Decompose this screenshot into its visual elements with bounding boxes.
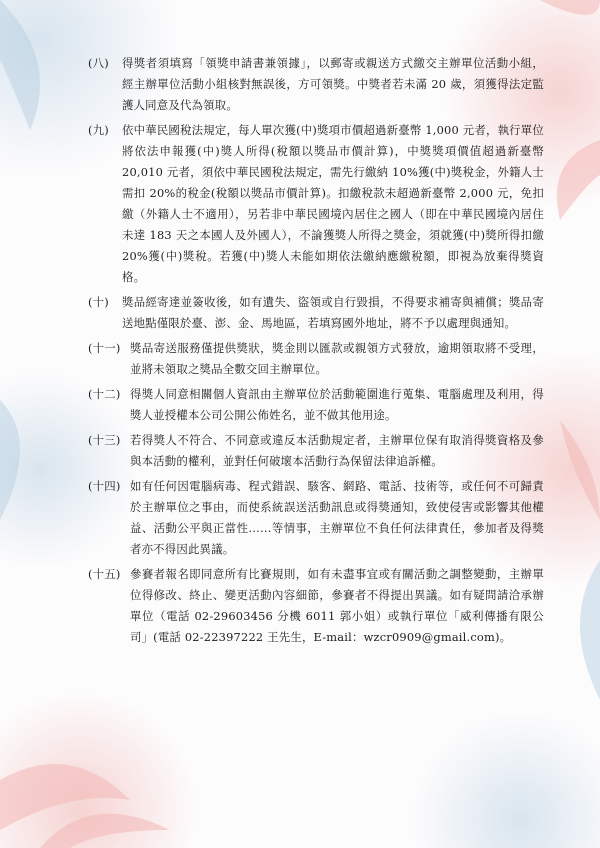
rule-text: 若得獎人不符合、不同意或違反本活動規定者，主辦單位保有取消得獎資格及參與本活動的權利，並對任何破壞本活動行為保留法律追訴權。 xyxy=(130,433,544,468)
rule-item-12 xyxy=(88,384,544,426)
rule-number: (十二) xyxy=(88,387,121,401)
rule-item-8 xyxy=(88,53,544,116)
rule-text: 參賽者報名即同意所有比賽規則，如有未盡事宜或有關活動之調整變動，主辦單位得修改、終止、變更活動內容細節，參賽者不得提出異議。如有疑問請洽承辦單位（電話 02-29603456 分機 6011 郭小姐）或執行單位「威利傳播有限公司」(電話 02-22397222 王先生，E-mail：wzcr0909@gmail.com)。 xyxy=(130,567,544,644)
rule-item-15 xyxy=(88,564,544,648)
rule-text: 得獎人同意相關個人資訊由主辦單位於活動範圍進行蒐集、電腦處理及利用，得獎人並授權本公司公開公佈姓名，並不做其他用途。 xyxy=(130,387,544,422)
rules-list xyxy=(88,53,544,652)
rule-number: (十三) xyxy=(88,433,121,447)
rule-number: (八) xyxy=(88,56,109,70)
rule-number: (九) xyxy=(88,123,109,137)
rule-item-10 xyxy=(88,292,544,334)
rule-item-11 xyxy=(88,338,544,380)
rule-number: (十五) xyxy=(88,567,121,581)
rule-text: 獎品寄送服務僅提供獎狀，獎金則以匯款或親領方式發放，逾期領取將不受理，並將未領取之獎品全數交回主辦單位。 xyxy=(130,341,544,376)
rule-text: 如有任何因電腦病毒、程式錯誤、駭客、網路、電話、技術等，或任何不可歸責於主辦單位之事由，而使系統誤送活動訊息或得獎通知，致使侵害或影響其他權益、活動公平與正當性……等情事，主辦單位不負任何法律責任，參加者及得獎者亦不得因此異議。 xyxy=(130,479,544,556)
rule-number: (十一) xyxy=(88,341,121,355)
rule-item-13 xyxy=(88,430,544,472)
rule-number: (十) xyxy=(88,295,109,309)
rule-number: (十四) xyxy=(88,479,121,493)
rule-text: 依中華民國稅法規定，每人單次獲(中)獎項市價超過新臺幣 1,000 元者，執行單位將依法申報獲(中)獎人所得(稅額以獎品市價計算)，中獎獎項價值超過新臺幣 20,010 元者，須依中華民國稅法規定，需先行繳納 10%獲(中)獎稅金，外籍人士需扣 20%的稅金(稅額以獎品市價計算)。扣繳稅款未超過新臺幣 2,000 元，免扣繳（外籍人士不適用），另若非中華民國境內居住之國人（即在中華民國境內居住未達 183 天之本國人及外國人），不論獲獎人所得之獎金，須就獲(中)獎所得扣繳 20%獲(中)獎稅。若獲(中)獎人未能如期依法繳納應繳稅額，即視為放棄得獎資格。 xyxy=(122,123,544,284)
rule-text: 得獎者須填寫「領獎申請書兼領據」，以郵寄或親送方式繳交主辦單位活動小組，經主辦單位活動小組核對無誤後，方可領獎。中獎者若未滿 20 歲，須獲得法定監護人同意及代為領取。 xyxy=(122,56,544,112)
rule-item-14 xyxy=(88,476,544,560)
rule-item-9 xyxy=(88,120,544,288)
rule-text: 獎品經寄達並簽收後，如有遺失、盜領或自行毀損，不得要求補寄與補償；獎品寄送地點僅限於臺、澎、金、馬地區，若填寫國外地址，將不予以處理與通知。 xyxy=(122,295,544,330)
